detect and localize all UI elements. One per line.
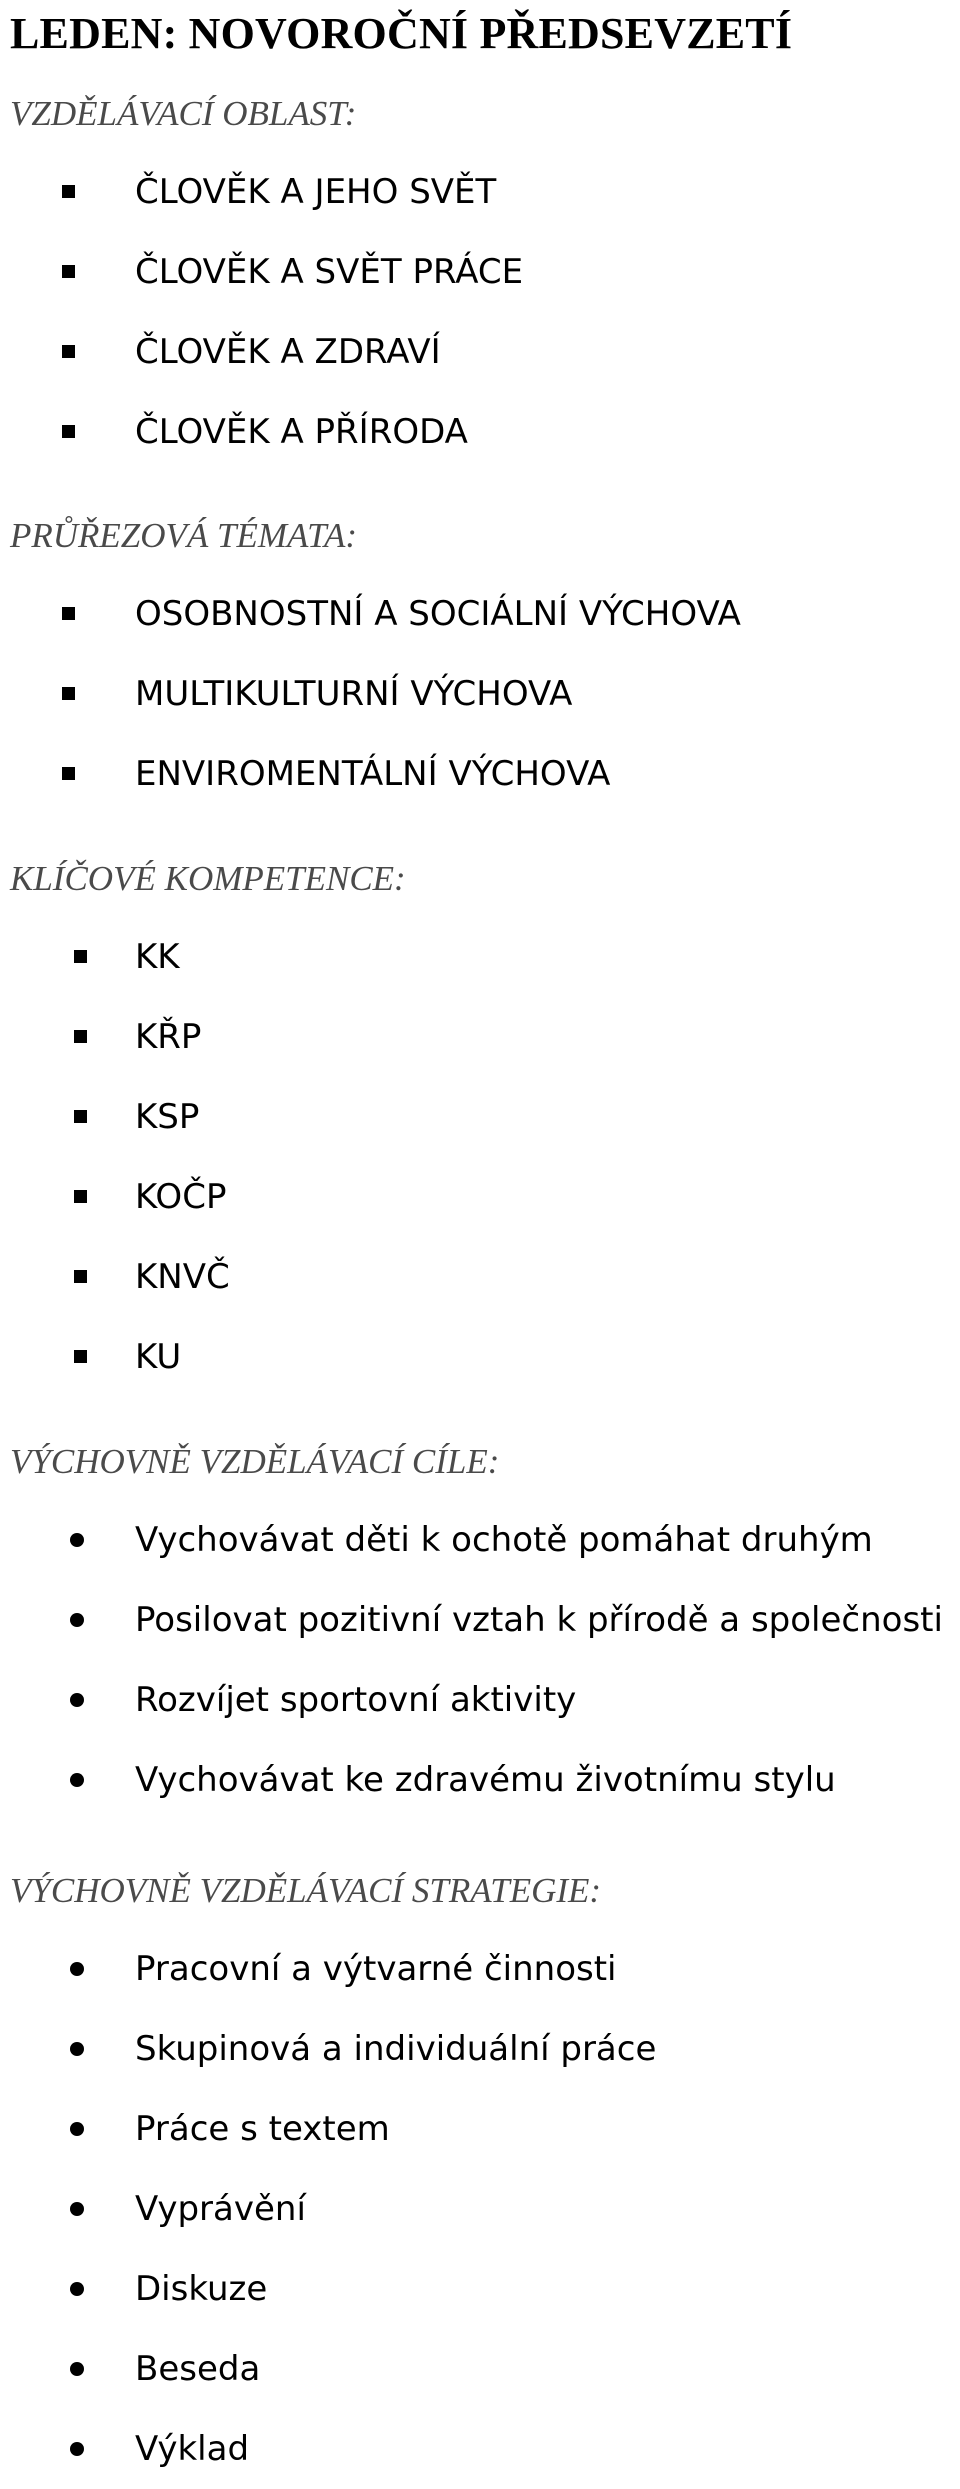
dot-icon [70,2282,84,2296]
square-icon [74,1350,87,1363]
dot-icon [70,1533,84,1547]
section-heading-klicove-kompetence: KLÍČOVÉ KOMPETENCE: [10,859,406,898]
square-icon [74,1110,87,1123]
square-icon [62,687,75,700]
dot-icon [70,1773,84,1787]
square-icon [74,1270,87,1283]
dot-icon [70,2362,84,2376]
section-heading-vychovne-vzdelavaci-strategie: VÝCHOVNĚ VZDĚLÁVACÍ STRATEGIE: [10,1871,602,1910]
square-icon [62,425,75,438]
section-heading-prurezova-temata: PRŮŘEZOVÁ TÉMATA: [10,516,358,555]
dot-icon [70,1613,84,1627]
dot-icon [70,2202,84,2216]
square-icon [62,607,75,620]
square-icon [62,345,75,358]
dot-icon [70,2442,84,2456]
square-icon [62,185,75,198]
section-heading-vychovne-vzdelavaci-cile: VÝCHOVNĚ VZDĚLÁVACÍ CÍLE: [10,1442,500,1481]
square-icon [62,265,75,278]
section-heading-vzdelavaci-oblast: VZDĚLÁVACÍ OBLAST: [10,94,357,133]
document-page: LEDEN: NOVOROČNÍ PŘEDSEVZETÍ VZDĚLÁVACÍ OBLAST: ČLOVĚK A JEHO SVĚT ČLOVĚK A SVĚT PRÁCE ČLOVĚK A ZDRAVÍ ČLOVĚK A PŘÍRODA PRŮŘEZOVÁ TÉMATA: OSOBNOSTNÍ A SOCIÁLNÍ VÝCHOVA MULTIKULTURNÍ VÝCHOVA ENVIROMENTÁLNÍ VÝCHOVA KLÍČOVÉ KOMPETENCE: KK KŘP KSP KOČP KNVČ KU VÝCHOVNĚ VZDĚLÁVACÍ CÍLE: Vychovávat děti k ochotě pomáhat druhým Posilovat pozitivní vztah k přírodě a společnosti Rozvíjet sportovní aktivity Vychovávat ke zdravému životnímu stylu VÝCHOVNĚ VZDĚLÁVACÍ STRATEGIE: Pracovní a výtvarné činnosti Skupinová a individuální práce Práce s textem Vyprávění Diskuze Beseda Výklad [0,0,960,2489]
square-icon [62,767,75,780]
dot-icon [70,1962,84,1976]
square-icon [74,1190,87,1203]
square-icon [74,950,87,963]
dot-icon [70,2042,84,2056]
square-icon [74,1030,87,1043]
dot-icon [70,2122,84,2136]
page-title: LEDEN: NOVOROČNÍ PŘEDSEVZETÍ [10,9,793,58]
dot-icon [70,1693,84,1707]
